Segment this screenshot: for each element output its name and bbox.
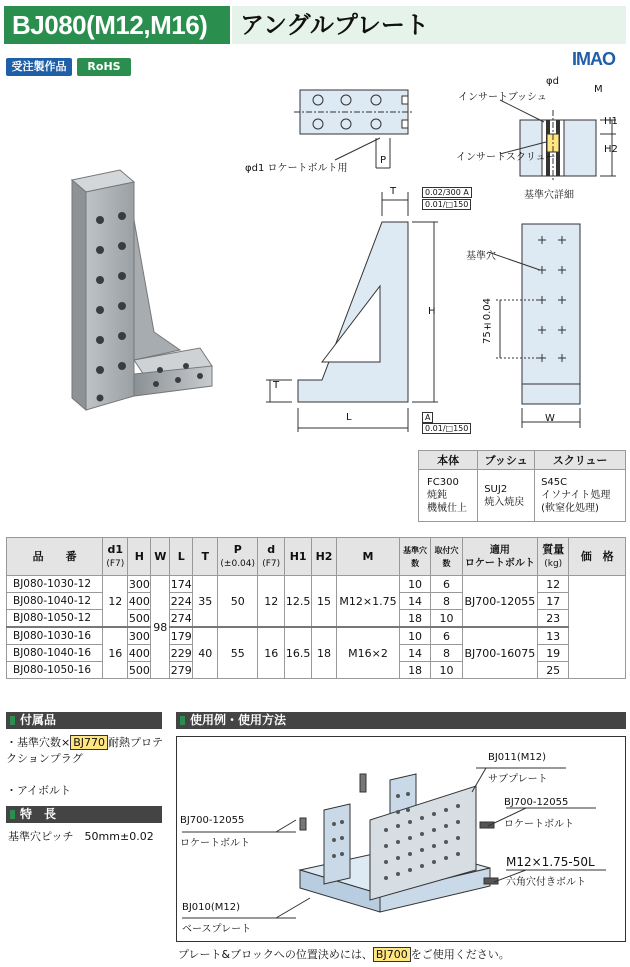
ref-holes-value: 14 — [399, 645, 430, 662]
part-number: BJ080-1030-16 — [7, 627, 103, 645]
h-value: 500 — [128, 663, 150, 677]
features-heading: 特 長 — [6, 806, 162, 823]
mass-value: 12 — [538, 576, 569, 593]
d1-value: 12 — [103, 576, 128, 628]
baseplate-code: BJ010(M12) — [182, 902, 241, 913]
col-mount-holes: 取付穴数 — [431, 538, 462, 576]
col-price: 価 格 — [569, 538, 626, 576]
insert-screw-label: インサートスクリュー — [456, 152, 556, 163]
m-value: M12×1.75 — [337, 576, 400, 628]
part-number: BJ080-1050-12 — [7, 610, 103, 628]
tolerance-flatness-top: 0.02/300 A — [422, 187, 472, 198]
subplate-code: BJ011(M12) — [488, 752, 547, 763]
mass-value: 13 — [538, 627, 569, 645]
col-h: H — [128, 538, 151, 576]
mass-value: 23 — [538, 610, 569, 628]
col-l: L — [170, 538, 193, 576]
bj700-code[interactable]: BJ700 — [373, 947, 411, 962]
mount-holes-value: 8 — [431, 593, 462, 610]
t-dim-side-label: T — [273, 380, 280, 391]
h-value: 300 — [128, 577, 150, 591]
d-value: 12 — [258, 576, 285, 628]
l-dim-label: L — [346, 412, 352, 423]
h1-label: H1 — [604, 116, 618, 127]
ref-holes-value: 18 — [399, 610, 430, 628]
subplate-label: サブプレート — [488, 774, 548, 785]
part-number: BJ080-1050-16 — [7, 662, 103, 679]
col-part: 品 番 — [7, 538, 103, 576]
table-row — [7, 576, 626, 593]
left-bolt-label: ロケートボルト — [180, 838, 250, 849]
bolt-value: BJ700-16075 — [462, 627, 537, 679]
front-view-drawing — [488, 222, 598, 432]
part-number: BJ080-1040-16 — [7, 645, 103, 662]
part-number: BJ080-1030-12 — [7, 576, 103, 593]
mount-holes-value: 6 — [431, 576, 462, 593]
accessories-item-plug: ・基準穴数× BJ770 耐熱プロテクションプラグ — [6, 736, 164, 765]
ref-holes-value: 10 — [399, 627, 430, 645]
material-header: 本体 — [419, 451, 478, 470]
mass-value: 19 — [538, 645, 569, 662]
material-body: FC300 焼鈍 機械仕上 — [419, 470, 478, 522]
mount-holes-value: 10 — [431, 662, 462, 679]
made-to-order-badge: 受注製作品 — [6, 58, 72, 76]
ref-holes-value: 14 — [399, 593, 430, 610]
l-value: 174 — [170, 577, 192, 591]
h-dim-label: H — [428, 306, 436, 317]
d1-value: 16 — [103, 627, 128, 679]
p-value: 55 — [218, 627, 258, 679]
mount-holes-value: 10 — [431, 610, 462, 628]
h1-value: 12.5 — [285, 576, 312, 628]
col-h2: H2 — [311, 538, 336, 576]
product-name-title: アングルプレート — [232, 6, 626, 44]
l-value: 179 — [170, 627, 193, 645]
ref-holes-value: 18 — [399, 662, 430, 679]
h-value: 500 — [128, 610, 151, 628]
mass-value: 17 — [538, 593, 569, 610]
table-row — [7, 627, 626, 645]
w-dim-label: W — [545, 413, 555, 424]
top-view-drawing — [290, 88, 420, 138]
brand-logo: IMAO — [572, 49, 615, 69]
accessories-item-eyebolt: ・アイボルト — [6, 784, 72, 797]
material-header: ブッシュ — [478, 451, 535, 470]
detail-caption: 基準穴詳細 — [524, 190, 574, 201]
ref-hole-label: 基準穴 — [466, 251, 496, 262]
mount-holes-value: 8 — [431, 645, 462, 662]
tolerance-square-bottom: 0.01/□150 — [422, 423, 471, 434]
col-d1: d1 (F7) — [103, 538, 128, 576]
t-value: 35 — [193, 576, 218, 628]
m-label: M — [594, 84, 603, 95]
ref-holes-value: 10 — [399, 576, 430, 593]
h-value: 400 — [128, 594, 150, 608]
p-value: 50 — [218, 576, 258, 628]
left-bolt-code: BJ700-12055 — [180, 815, 245, 826]
baseplate-label: ベースプレート — [182, 924, 252, 935]
col-bolt: 適用 ロケートボルト — [462, 538, 537, 576]
part-number: BJ080-1040-12 — [7, 593, 103, 610]
col-w: W — [151, 538, 170, 576]
h1-value: 16.5 — [285, 627, 312, 679]
right-bolt-label: ロケートボルト — [504, 819, 574, 830]
l-value: 229 — [170, 646, 192, 660]
material-screw: S45C イソナイト処理 (軟窒化処理) — [535, 470, 626, 522]
col-mass: 質量 (kg) — [538, 538, 569, 576]
bj770-code[interactable]: BJ770 — [70, 735, 108, 750]
h-value: 300 — [128, 627, 151, 645]
phi-d-label: φd — [546, 76, 559, 87]
l-value: 279 — [170, 663, 192, 677]
m-value: M16×2 — [337, 627, 400, 679]
datum-a-label: A — [422, 412, 433, 423]
usage-footer: プレート&ブロックへの位置決めには、 BJ700 をご使用ください。 — [178, 948, 510, 961]
pitch-label: 75±0.04 — [482, 298, 493, 344]
col-p: P (±0.04) — [218, 538, 258, 576]
hex-bolt-label: 六角穴付きボルト — [506, 877, 586, 888]
right-bolt-code: BJ700-12055 — [504, 797, 569, 808]
t-dim-top-label: T — [390, 186, 397, 197]
hex-bolt-code: M12×1.75-50L — [506, 855, 595, 869]
l-value: 274 — [170, 610, 193, 628]
col-d: d (F7) — [258, 538, 285, 576]
product-photo — [60, 160, 220, 425]
d-value: 16 — [258, 627, 285, 679]
p-dim-label: P — [380, 155, 387, 166]
col-m: M — [337, 538, 400, 576]
price-cell — [569, 576, 626, 679]
bolt-value: BJ700-12055 — [462, 576, 537, 628]
accessories-heading: 付属品 — [6, 712, 162, 729]
w-value: 98 — [151, 576, 170, 679]
col-t: T — [193, 538, 218, 576]
features-text: 基準穴ピッチ 50mm±0.02 — [8, 830, 154, 843]
rohs-badge: RoHS — [77, 58, 131, 76]
h2-value: 18 — [311, 627, 336, 679]
l-value: 224 — [170, 594, 192, 608]
mass-value: 25 — [538, 662, 569, 679]
material-table — [418, 450, 626, 522]
material-header: スクリュー — [535, 451, 626, 470]
t-value: 40 — [193, 627, 218, 679]
h-value: 400 — [128, 646, 150, 660]
col-h1: H1 — [285, 538, 312, 576]
h2-label: H2 — [604, 144, 618, 155]
usage-heading: 使用例・使用方法 — [176, 712, 626, 729]
h2-value: 15 — [311, 576, 336, 628]
material-bush: SUJ2 焼入焼戻 — [478, 470, 535, 522]
spec-table — [6, 537, 626, 679]
tolerance-square-top: 0.01/□150 — [422, 199, 471, 210]
side-view-drawing — [262, 186, 452, 436]
insert-bush-label: インサートブッシュ — [458, 92, 547, 103]
mount-holes-value: 6 — [431, 627, 462, 645]
product-code-title: BJ080(M12,M16) — [4, 6, 230, 44]
col-ref-holes: 基準穴数 — [399, 538, 430, 576]
d1-callout: φd1 ロケートボルト用 — [245, 163, 348, 174]
